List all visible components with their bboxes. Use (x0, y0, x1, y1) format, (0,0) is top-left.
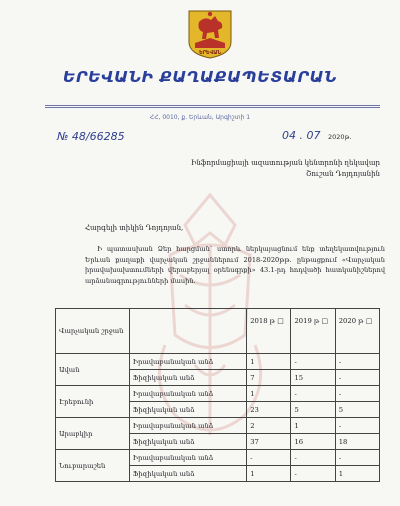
cell-value: 5 (335, 402, 379, 418)
cell-value: 15 (291, 370, 335, 386)
date-year: 2020թ. (328, 133, 352, 141)
cell-value: 37 (247, 434, 291, 450)
table-row (56, 418, 380, 434)
cell-value: - (291, 354, 335, 370)
header-rule (45, 105, 380, 106)
protocols-table (55, 308, 380, 482)
cell-value: - (291, 450, 335, 466)
cell-value: - (291, 386, 335, 402)
emblem-caption: ԵՐԵՎԱՆ (199, 50, 221, 56)
category-legal: Իրավաբանական անձ (129, 450, 247, 466)
header-year-2018: 2018 թ □ (247, 309, 291, 354)
district-name: Ավան (56, 354, 130, 386)
salutation: Հարգելի տիկին Դոյդոյան, (85, 224, 184, 232)
date-day: 04 (282, 129, 296, 142)
cell-value: - (291, 466, 335, 482)
header-district: Վարչական շրջան (56, 309, 130, 354)
table-header-row (56, 309, 380, 354)
category-physical: Ֆիզիկական անձ (129, 466, 247, 482)
cell-value: - (335, 450, 379, 466)
yerevan-coat-of-arms-icon (185, 8, 235, 60)
document-number: № 48/66285 (57, 130, 125, 143)
cell-value: 1 (247, 386, 291, 402)
cell-value: 1 (291, 418, 335, 434)
cell-value: 16 (291, 434, 335, 450)
table-row (56, 386, 380, 402)
recipient-block (180, 158, 380, 180)
cell-value: 1 (335, 466, 379, 482)
category-physical: Ֆիզիկական անձ (129, 434, 247, 450)
category-legal: Իրավաբանական անձ (129, 354, 247, 370)
cell-value: 5 (291, 402, 335, 418)
header-rule (45, 107, 380, 108)
cell-value: 7 (247, 370, 291, 386)
header-year-2019: 2019 թ □ (291, 309, 335, 354)
cell-value: 1 (247, 466, 291, 482)
cell-value: - (247, 450, 291, 466)
cell-value: 1 (247, 354, 291, 370)
date-month: 07 (306, 129, 321, 142)
cell-value: 23 (247, 402, 291, 418)
cell-value: - (335, 354, 379, 370)
cell-value: - (335, 386, 379, 402)
table-row (56, 450, 380, 466)
category-legal: Իրավաբանական անձ (129, 418, 247, 434)
cell-value: - (335, 370, 379, 386)
district-name: Արաբկիր (56, 418, 130, 450)
cell-value: - (335, 418, 379, 434)
table-row (56, 354, 380, 370)
category-physical: Ֆիզիկական անձ (129, 370, 247, 386)
category-legal: Իրավաբանական անձ (129, 386, 247, 402)
district-name: Նուբարաշեն (56, 450, 130, 482)
recipient-name: Շուշան Դոյդոյանին (306, 170, 380, 178)
cell-value: 18 (335, 434, 379, 450)
category-physical: Ֆիզիկական անձ (129, 402, 247, 418)
organization-address: ՀՀ, 0010, ք. Երևան, Արգիշտի 1 (149, 114, 251, 121)
body-paragraph: Ի պատասխան Ձեր հարցման՝ ստորև ներկայացնում ենք տեղեկատվություն Երևան քաղաքի վարչական շրջաններում 2018-2020թթ. ընթացքում «Վարչական իրավախախտումների վերաբերյալ օրենսգրքի» 43.1-րդ հոդվածի հատկանիշներով արձանագրությունների մասին. (85, 245, 385, 285)
cell-value: 2 (247, 418, 291, 434)
header-year-2020: 2020 թ □ (335, 309, 379, 354)
organization-name: ԵՐԵՎԱՆԻ ՔԱՂԱՔԱՊԵՏԱՐԱՆ (62, 68, 338, 86)
district-name: Էրեբունի (56, 386, 130, 418)
recipient-title: Ինֆորմացիայի ազատության կենտրոնի ղեկավար (190, 159, 380, 167)
header-category (129, 309, 247, 354)
document-date: 04 . 07 2020թ. (282, 129, 352, 142)
